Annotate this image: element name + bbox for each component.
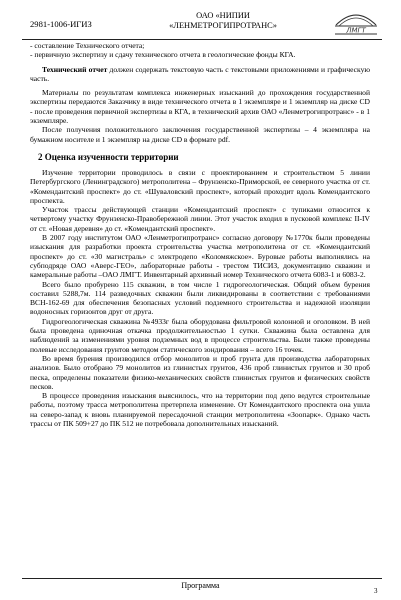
page-header [22, 8, 382, 38]
report-text: должен содержать текстовую часть с текстовыми приложениями и графическую часть. [30, 64, 370, 83]
page-number: 3 [374, 587, 378, 595]
paragraph: В 2007 году институтом ОАО «Ленметрогипротранс» согласно договору №1770к были проведены изыскания для разработки проекта строительства участка метрополитена от ст. «Комендантский проспект» до ст. «30 магистраль» с электродепо «Коломяжское». Буровые работы выполнялись на субподряде ОАО «Аверс-ГЕО», лабораторные работы - трестом ТИСИЗ, документацию скважин и камеральные работы –ОАО ЛМГТ. Инвентарный архивный номер Технического отчета 6083-1 и 6083-2. [30, 233, 370, 280]
bullet-item: - составление Технического отчета; [30, 41, 145, 50]
paragraph: В процессе проведения изыскания выяснилось, что на территории под депо ведутся строительные работы, поэтому трасса метрополитена претерпела изменение. От Комендантского проспекта она ушла на северо-запад к вновь планируемой пересадочной станции метрополитена «Зоопарк». Однако часть трассы от ПК 509+27 до ПК 512 не потребовала дополнительных изысканий. [30, 391, 370, 428]
paragraph: Материалы по результатам комплекса инженерных изысканий до прохождения государственной экспертизы передаются Заказчику в виде технического отчета в 1 экземпляре и 1 экземпляр на диске CD - после проведения первичной экспертизы в КГА, в технический архив ОАО «Ленметрогипротранс» - в 1 экземпляре. [30, 88, 370, 126]
report-term: Технический отчет [42, 64, 108, 74]
header-divider [22, 39, 382, 40]
paragraph: Всего было пробурено 115 скважин, в том числе 1 гидрогеологическая. Общий объем бурения составил 5288,7м. 114 разведочных скважин были ликвидированы в соответствии с требованиями ВСН-162-69 для обеспечения безопасных условий подземного строительства и надежной изоляции водоносных горизонтов друг от друга. [30, 279, 370, 317]
paragraph: Во время бурения производился отбор монолитов и проб грунта для производства лабораторных анализов. Было отобрано 79 монолитов из глинистых грунтов, 436 проб глинистых грунтов и 30 проб песка, определены показатели физико-механических свойств глинистых грунтов и физических свойств песков. [30, 353, 370, 391]
organization-name [148, 11, 298, 31]
report-paragraph [30, 65, 370, 84]
document-body [30, 41, 370, 428]
paragraph: Участок трассы действующей станции «Комендантский проспект» с тупиками относится к четвертому участку Фрунзенско-Правобережной линии. Этот участок входил в пусковой комплекс II-IV от ст. «Новая деревня» до ст. «Комендантский проспект». [30, 205, 370, 233]
paragraph: После получения положительного заключения государственной экспертизы – 4 экземпляра на бумажном носителе и 1 экземпляр на диске CD в формате pdf. [30, 125, 370, 144]
section-title: 2 Оценка изученности территории [38, 151, 179, 162]
bullet-item: - первичную экспертизу и сдачу технического отчета в геологические фонды КГА. [30, 50, 296, 60]
company-logo [334, 9, 378, 36]
footer-label: Программа [181, 581, 220, 590]
organization-name-line2: «ЛЕНМЕТРОГИПРОТРАНС» [169, 21, 277, 30]
company-logo-icon [334, 9, 378, 36]
svg-text:ЛМГТ: ЛМГТ [346, 26, 366, 35]
footer-divider [22, 578, 382, 579]
paragraph: Изучение территории проводилось в связи с проектированием и строительством 5 линии Петербургского (Ленинградского) метрополитена – Фрунзенско-Приморской, ее северного участка от ст. «Комендантский проспект» до ст. «Шуваловский проспект», который проходит вдоль Комендантского проспекта. [30, 167, 370, 205]
document-code: 2981-1006-ИГИЗ [30, 19, 92, 29]
organization-name-line1: ОАО «НИПИИ [196, 11, 250, 20]
paragraph: Гидрогеологическая скважина №4933г была оборудована фильтровой колонной и оголовком. В ней была проведена одиночная откачка продолжительностью 1 сутки. Скважина была оставлена для наблюдений за изменениями уровня подземных вод в процессе строительства. Были также проведены полевые исследования грунтов методом статического зондирования – всего 16 точек. [30, 316, 370, 354]
